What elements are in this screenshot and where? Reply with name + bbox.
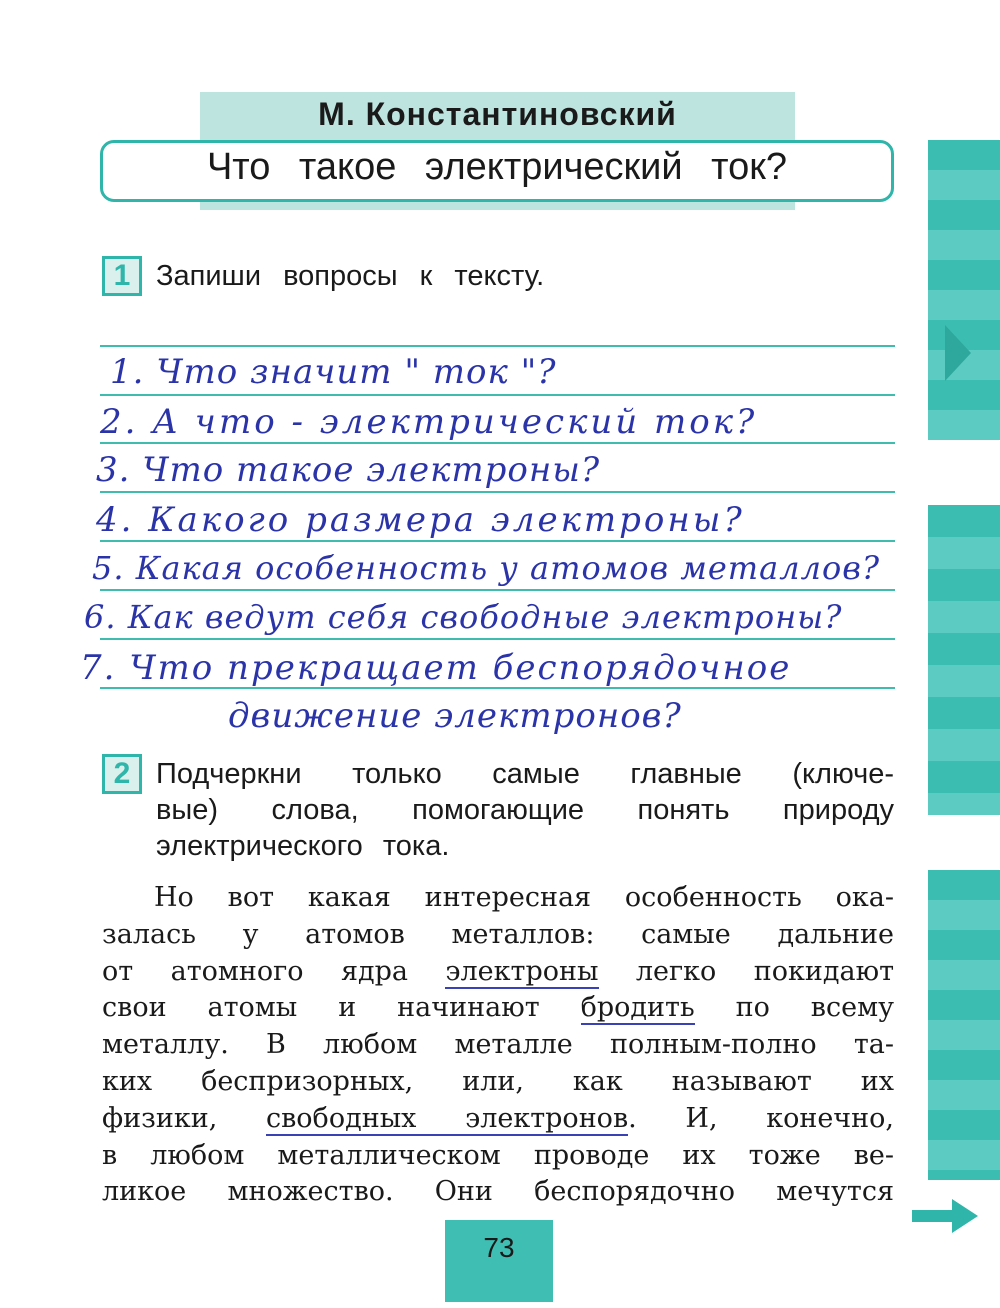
- text-span: свои атомы и начинают: [102, 992, 581, 1024]
- paragraph-line: ких беспризорных, или, как называют их: [102, 1065, 894, 1097]
- task-2-number: 2: [102, 754, 142, 794]
- ruled-line: [100, 491, 895, 493]
- task-2-line-3: электрического тока.: [156, 830, 450, 862]
- paragraph-line: в любом металлическом проводе их тоже ве-: [102, 1139, 894, 1171]
- answer-line-3: 3. Что такое электроны?: [96, 450, 601, 490]
- ruled-line: [100, 394, 895, 396]
- ruled-line: [100, 638, 895, 640]
- underlined-keyword: свободных электронов: [265, 1102, 629, 1134]
- text-span: от атомного ядра: [102, 955, 446, 987]
- reading-paragraph: [102, 880, 894, 1211]
- task-1-number: 1: [102, 256, 142, 296]
- ruled-line: [100, 540, 895, 542]
- text-span: физики,: [102, 1102, 266, 1134]
- underlined-keyword: электроны: [445, 955, 599, 987]
- answer-line-5: 5. Какая особенность у атомов металлов?: [92, 549, 880, 587]
- ruled-line: [100, 345, 895, 347]
- side-tab-marker: [945, 325, 971, 381]
- paragraph-line: металлу. В любом металле полным-полно та-: [102, 1029, 894, 1061]
- side-band-top: [928, 140, 1000, 440]
- text-span: . И, конечно,: [628, 1102, 894, 1134]
- paragraph-line: ликое множество. Они беспорядочно мечутся: [102, 1176, 894, 1208]
- task-2-line-1: Подчеркни только самые главные (ключе-: [156, 758, 894, 790]
- task-1-text: Запиши вопросы к тексту.: [156, 260, 545, 292]
- ruled-line: [100, 589, 895, 591]
- paragraph-line: [102, 954, 894, 991]
- answer-line-7: 7. Что прекращает беспорядочное: [80, 648, 792, 688]
- answer-line-6: 6. Как ведут себя свободные электроны?: [84, 598, 843, 636]
- author-name: М. Константиновский: [318, 96, 677, 132]
- paragraph-line: залась у атомов металлов: самые дальние: [102, 918, 894, 950]
- ruled-line: [100, 442, 895, 444]
- page-number: 73: [483, 1232, 515, 1263]
- paragraph-line: [102, 990, 894, 1027]
- answer-line-2: 2. А что - электрический ток?: [100, 402, 758, 442]
- paragraph-line: [102, 1101, 894, 1138]
- task-2-line-2: вые) слова, помогающие понять природу: [156, 794, 894, 826]
- paragraph-line: Но вот какая интересная особенность ока-: [154, 882, 894, 913]
- side-band-middle: [928, 505, 1000, 815]
- page-title: Что такое электрический ток?: [206, 146, 788, 188]
- text-span: легко покидают: [598, 955, 895, 987]
- answer-line-8: движение электронов?: [228, 696, 682, 736]
- underlined-keyword: бродить: [580, 992, 695, 1024]
- answer-line-4: 4. Какого размера электроны?: [96, 500, 745, 540]
- next-page-arrow-icon[interactable]: [910, 1196, 980, 1236]
- answer-line-1: 1. Что значит " ток "?: [110, 352, 557, 392]
- text-span: по всему: [694, 992, 895, 1024]
- side-band-bottom: [928, 870, 1000, 1180]
